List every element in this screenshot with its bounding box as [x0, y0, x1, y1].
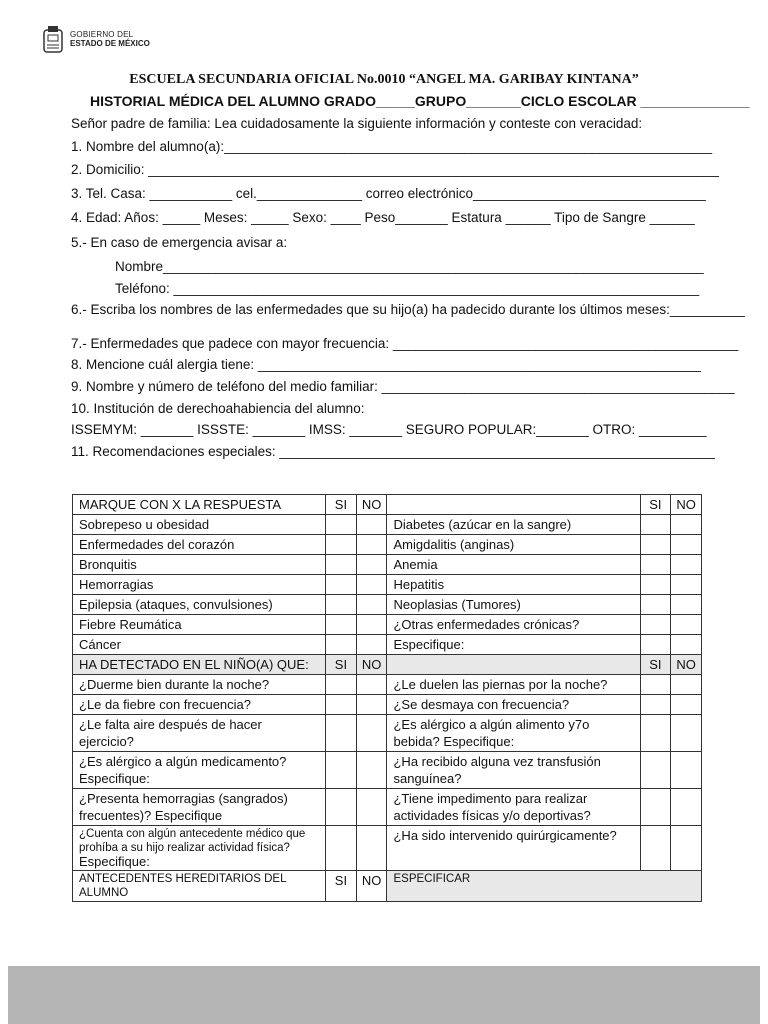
table-row: [73, 675, 702, 695]
section-header: MARQUE CON X LA RESPUESTA: [73, 495, 326, 515]
field-student-name[interactable]: 1. Nombre del alumno(a):_________________________________________________________________: [71, 139, 713, 154]
field-family-contact[interactable]: 9. Nombre y número de teléfono del medio familiar: _______________________________________________: [71, 379, 735, 394]
si-checkbox[interactable]: [640, 752, 671, 789]
question-cell: Sobrepeso u obesidad: [73, 515, 326, 535]
health-checklist-table: [72, 494, 702, 902]
question-cell: Hepatitis: [387, 575, 640, 595]
si-checkbox[interactable]: [326, 575, 357, 595]
question-cell: Amigdalitis (anginas): [387, 535, 640, 555]
no-checkbox[interactable]: [671, 535, 702, 555]
insurance-heading: 10. Institución de derechoahabiencia del alumno:: [71, 401, 365, 416]
si-checkbox[interactable]: [640, 826, 671, 871]
question-cell: Enfermedades del corazón: [73, 535, 326, 555]
instructions: Señor padre de familia: Lea cuidadosamente la siguiente información y conteste con veracidad:: [71, 116, 643, 131]
table-row: [73, 495, 702, 515]
si-checkbox[interactable]: [326, 615, 357, 635]
no-checkbox[interactable]: [671, 789, 702, 826]
question-cell: ¿Ha recibido alguna vez transfusión sanguínea?: [387, 752, 640, 789]
field-insurance-options[interactable]: ISSEMYM: _______ ISSSTE: _______ IMSS: _______ SEGURO POPULAR:_______ OTRO: _________: [71, 422, 707, 437]
specify-cell[interactable]: ESPECIFICAR: [387, 871, 702, 902]
no-checkbox[interactable]: [671, 615, 702, 635]
si-checkbox[interactable]: [326, 595, 357, 615]
si-header: SI: [640, 655, 671, 675]
si-checkbox[interactable]: [326, 695, 357, 715]
hereditary-row: [73, 871, 702, 902]
table-row: [73, 635, 702, 655]
no-header: NO: [356, 871, 387, 902]
question-cell: ¿Duerme bien durante la noche?: [73, 675, 326, 695]
logo-line2: ESTADO DE MÉXICO: [70, 39, 150, 48]
question-cell: [387, 495, 640, 515]
question-cell: ¿Otras enfermedades crónicas?: [387, 615, 640, 635]
bottom-gray-bar: [8, 966, 760, 1024]
no-checkbox[interactable]: [356, 695, 387, 715]
no-checkbox[interactable]: [356, 789, 387, 826]
school-name: ESCUELA SECUNDARIA OFICIAL No.0010 “ANGEL MA. GARIBAY KINTANA”: [129, 72, 639, 87]
table-row: [73, 789, 702, 826]
table-row: [73, 752, 702, 789]
no-checkbox[interactable]: [356, 826, 387, 871]
no-checkbox[interactable]: [671, 695, 702, 715]
no-checkbox[interactable]: [671, 575, 702, 595]
government-logo: [42, 24, 150, 54]
question-cell: [73, 826, 326, 871]
no-checkbox[interactable]: [356, 675, 387, 695]
si-header: SI: [640, 495, 671, 515]
hereditary-label: ANTECEDENTES HEREDITARIOS DEL ALUMNO: [73, 871, 326, 902]
no-checkbox[interactable]: [671, 635, 702, 655]
emergency-heading: 5.- En caso de emergencia avisar a:: [71, 235, 288, 250]
no-checkbox[interactable]: [356, 555, 387, 575]
no-checkbox[interactable]: [671, 752, 702, 789]
question-cell: Especifique:: [387, 635, 640, 655]
no-checkbox[interactable]: [671, 715, 702, 752]
question-cell: Epilepsia (ataques, convulsiones): [73, 595, 326, 615]
si-checkbox[interactable]: [326, 535, 357, 555]
si-checkbox[interactable]: [640, 555, 671, 575]
field-special-recommendations[interactable]: 11. Recomendaciones especiales: __________________________________________________________: [71, 444, 715, 459]
no-checkbox[interactable]: [356, 575, 387, 595]
no-checkbox[interactable]: [671, 555, 702, 575]
specify-label: Especifique:: [79, 854, 150, 869]
no-checkbox[interactable]: [671, 675, 702, 695]
si-checkbox[interactable]: [640, 535, 671, 555]
si-checkbox[interactable]: [640, 715, 671, 752]
question-cell: Cáncer: [73, 635, 326, 655]
si-checkbox[interactable]: [640, 675, 671, 695]
field-age-sex-weight[interactable]: 4. Edad: Años: _____ Meses: _____ Sexo: ____ Peso_______ Estatura ______ Tipo de Sangre ______: [71, 210, 695, 225]
si-checkbox[interactable]: [640, 789, 671, 826]
si-header: SI: [326, 655, 357, 675]
question-cell: Hemorragias: [73, 575, 326, 595]
si-checkbox[interactable]: [326, 826, 357, 871]
no-header: NO: [356, 655, 387, 675]
no-header: NO: [671, 655, 702, 675]
question-cell: Diabetes (azúcar en la sangre): [387, 515, 640, 535]
si-checkbox[interactable]: [640, 515, 671, 535]
si-checkbox[interactable]: [326, 635, 357, 655]
question-cell: ¿Le da fiebre con frecuencia?: [73, 695, 326, 715]
question-cell: ¿Tiene impedimento para realizar actividades físicas y/o deportivas?: [387, 789, 640, 826]
field-emergency-name[interactable]: Nombre________________________________________________________________________: [115, 259, 704, 274]
si-checkbox[interactable]: [640, 575, 671, 595]
si-checkbox[interactable]: [640, 595, 671, 615]
si-header: SI: [326, 495, 357, 515]
question-cell: [387, 655, 640, 675]
question-cell: Neoplasias (Tumores): [387, 595, 640, 615]
si-checkbox[interactable]: [326, 675, 357, 695]
question-cell: ¿Le falta aire después de hacer ejercicio?: [73, 715, 326, 752]
si-checkbox[interactable]: [326, 555, 357, 575]
no-checkbox[interactable]: [356, 615, 387, 635]
no-checkbox[interactable]: [671, 826, 702, 871]
field-emergency-phone[interactable]: Teléfono: ______________________________________________________________________: [115, 281, 700, 296]
question-cell: Bronquitis: [73, 555, 326, 575]
field-frequent-illnesses[interactable]: 7.- Enfermedades que padece con mayor frecuencia: ______________________________________________: [71, 336, 739, 351]
section-header: HA DETECTADO EN EL NIÑO(A) QUE:: [73, 655, 326, 675]
table-row: [73, 695, 702, 715]
question-cell: Anemia: [387, 555, 640, 575]
table-row: [73, 826, 702, 871]
no-header: NO: [671, 495, 702, 515]
question-cell: ¿Es alérgico a algún medicamento? Especifique:: [73, 752, 326, 789]
table-row: [73, 715, 702, 752]
si-checkbox[interactable]: [326, 752, 357, 789]
question-cell: ¿Ha sido intervenido quirúrgicamente?: [387, 826, 640, 871]
si-checkbox[interactable]: [640, 635, 671, 655]
no-checkbox[interactable]: [356, 515, 387, 535]
table-row: [73, 655, 702, 675]
question-cell: ¿Es alérgico a algún alimento y7o bebida? Especifique:: [387, 715, 640, 752]
field-phone-email[interactable]: 3. Tel. Casa: ___________ cel.______________ correo electrónico_______________________________: [71, 186, 706, 201]
logo-line1: GOBIERNO DEL: [70, 30, 134, 39]
no-checkbox[interactable]: [356, 752, 387, 789]
no-checkbox[interactable]: [356, 535, 387, 555]
si-header: SI: [326, 871, 357, 902]
no-checkbox[interactable]: [356, 595, 387, 615]
state-seal-icon: [42, 24, 64, 54]
no-checkbox[interactable]: [671, 515, 702, 535]
si-checkbox[interactable]: [640, 615, 671, 635]
field-address[interactable]: 2. Domicilio: ____________________________________________________________________________: [71, 162, 719, 177]
question-cell: ¿Le duelen las piernas por la noche?: [387, 675, 640, 695]
question-cell: ¿Se desmaya con frecuencia?: [387, 695, 640, 715]
si-checkbox[interactable]: [326, 715, 357, 752]
table-row: [73, 595, 702, 615]
table-row: [73, 515, 702, 535]
table-row: [73, 615, 702, 635]
question-text: ¿Cuenta con algún antecedente médico que prohíba a su hijo realizar actividad física?: [79, 828, 306, 854]
question-cell: Fiebre Reumática: [73, 615, 326, 635]
table-row: [73, 575, 702, 595]
question-cell: ¿Presenta hemorragias (sangrados) frecuentes)? Especifique: [73, 789, 326, 826]
table-row: [73, 555, 702, 575]
field-allergies[interactable]: 8. Mencione cuál alergia tiene: ___________________________________________________________: [71, 357, 701, 372]
table-row: [73, 535, 702, 555]
field-past-illnesses[interactable]: 6.- Escriba los nombres de las enfermedades que su hijo(a) ha padecido durante los últimos meses:__________: [71, 302, 745, 317]
no-checkbox[interactable]: [356, 635, 387, 655]
no-header: NO: [356, 495, 387, 515]
si-checkbox[interactable]: [640, 695, 671, 715]
no-checkbox[interactable]: [356, 715, 387, 752]
si-checkbox[interactable]: [326, 789, 357, 826]
no-checkbox[interactable]: [671, 595, 702, 615]
si-checkbox[interactable]: [326, 515, 357, 535]
form-title: HISTORIAL MÉDICA DEL ALUMNO GRADO_____GRUPO_______CICLO ESCOLAR ______________: [90, 93, 750, 109]
